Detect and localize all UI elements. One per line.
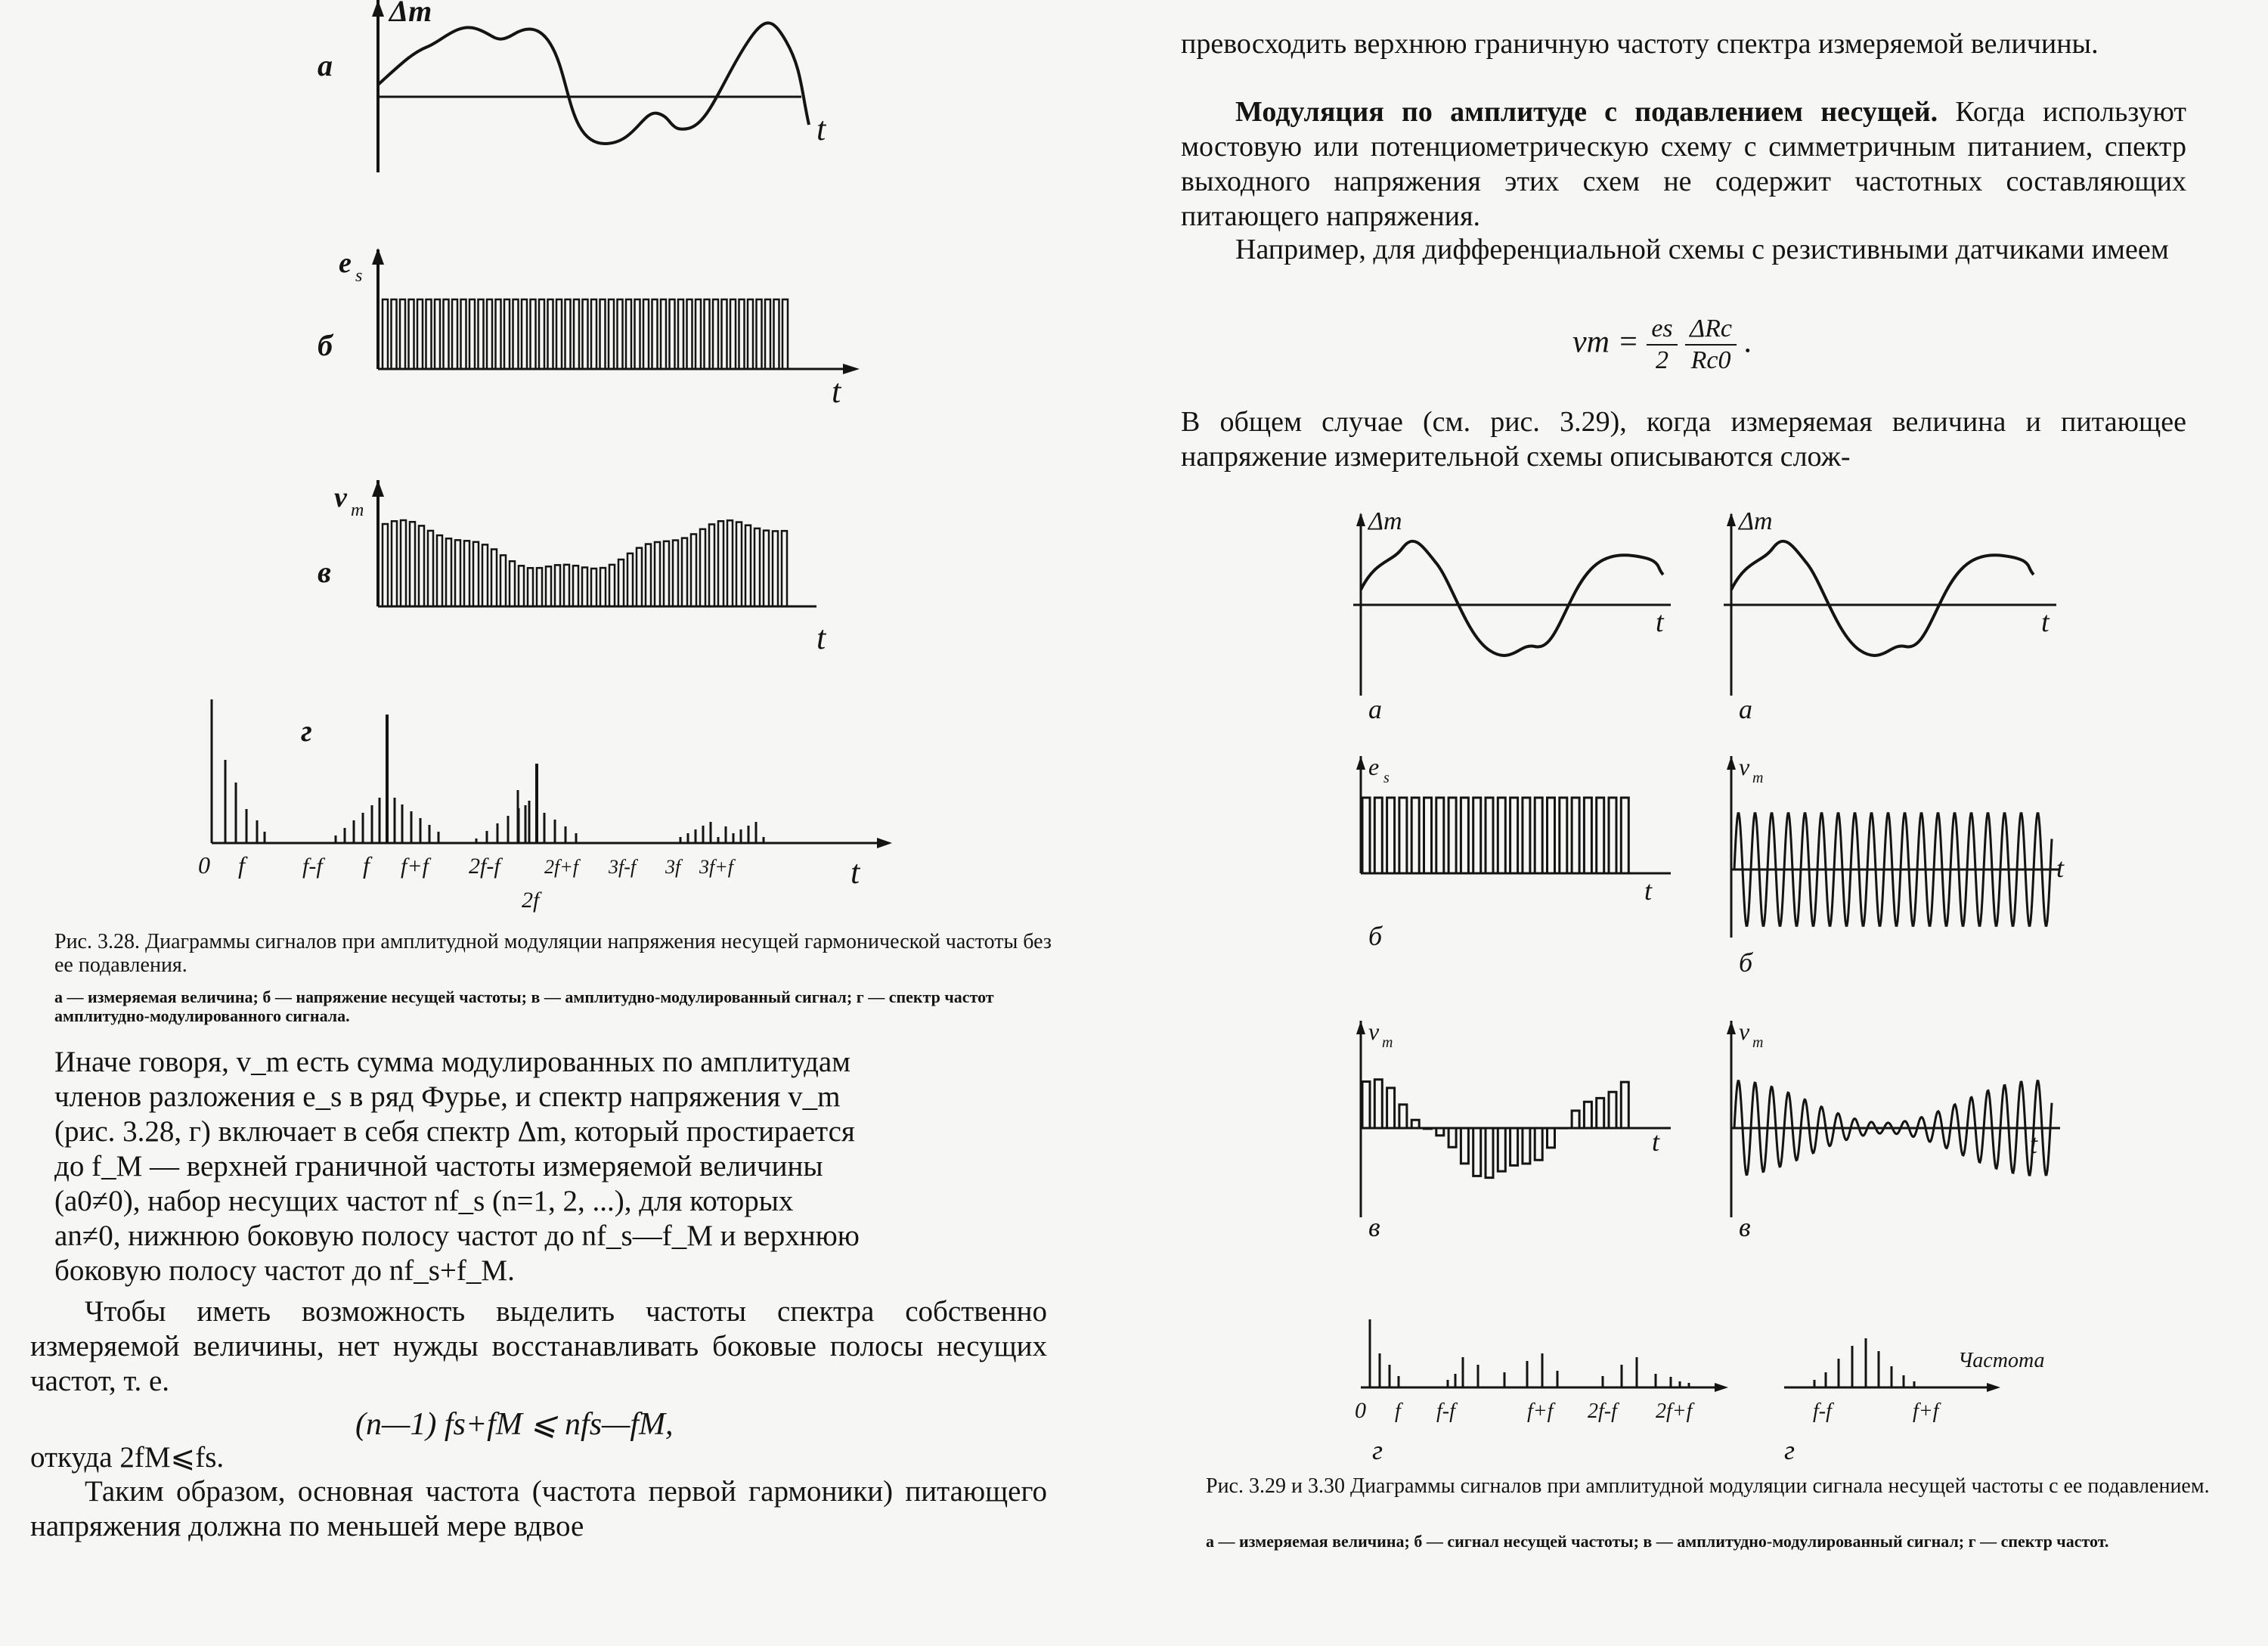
p1-line-6: an≠0, нижнюю боковую полосу частот до nf_s—f_M и верхнюю [54,1220,860,1252]
am-pulse [419,525,424,606]
spec-label-3fs: 3f [665,856,681,878]
carrier-pulse [461,299,466,369]
fig329-a-ylabel: Δm [1368,507,1402,535]
left-paragraph-3: Таким образом, основная частота (частота первой гармоники) питающего напряжения должна по меньшей мере вдвое [30,1475,1047,1542]
carrier-pulse [635,299,640,369]
carrier-pulse [757,299,762,369]
am-pulse [546,566,551,606]
am-pulse [537,568,542,606]
s29-label-0: 0 [1355,1398,1366,1423]
carrier-pulse [383,299,388,369]
carrier-pulse [670,299,675,369]
am-pulse [600,568,606,606]
am-pulse [637,548,642,606]
am-pulse [754,529,760,606]
fig328-b-ylabel-sub: s [355,266,363,286]
fig329-caption-legend: а — измеряемая величина; б — сигнал несущей частоты; в — амплитудно-модулированный сигнал; г — спектр частот. [1206,1532,2109,1551]
fig329-panel-d [1353,1316,1731,1467]
am-pulse [664,541,669,606]
left-paragraph-1 [54,1045,1056,1288]
fig330-panel-a [1716,499,2064,726]
fig330-b-t: t [2056,853,2065,883]
am-pulse [564,565,569,606]
result-line: откуда 2fM⩽fs. [30,1441,225,1474]
am-pulse [609,565,615,606]
s29-label-2fs+fm: 2f+f [1656,1400,1693,1423]
carrier-pulse [626,299,631,369]
s29-panel-label: г [1372,1435,1383,1465]
left-paragraph-2: Чтобы иметь возможность выделить частоты спектра собственно измеряемой величины, нет нужды восстанавливать боковые полосы несущих частот, т. е. [30,1295,1047,1397]
carrier-pulse [748,299,753,369]
carrier-pulse [409,299,414,369]
spec-t-label: t [850,854,860,891]
am-pulse [591,569,596,606]
fig329-panel-c [1346,1013,1678,1240]
fig328-a-t-label: t [816,110,826,147]
carrier-pulse [548,299,553,369]
carrier-pulse [652,299,658,369]
carrier-pulse [531,299,536,369]
right-paragraph-1: превосходить верхнюю граничную частоту спектра измеряемой величины. [1181,28,2099,60]
am-pulse [618,560,624,606]
carrier-pulse [609,299,614,369]
fig328-panel-c [287,469,862,658]
spec-label-2fs: 2f [522,888,540,913]
carrier-pulse [705,299,710,369]
carrier-pulse [522,299,527,369]
carrier-pulse [496,299,501,369]
fig330-c-ylabel: v [1739,1018,1750,1045]
fig330-c-t: t [2030,1129,2038,1159]
carrier-pulse [687,299,692,369]
carrier-pulse [400,299,405,369]
fig330-panel-b [1716,749,2071,978]
fig329-c-panel-label: в [1368,1212,1380,1242]
p1-line-5: (a0≠0), набор несущих частот nf_s (n=1, 2, ...), для которых [54,1185,794,1217]
am-pulse [773,531,778,606]
fig330-panel-c [1716,1013,2071,1240]
s30-panel-label: г [1784,1435,1796,1465]
fig328-caption-legend: а — измеряемая величина; б — напряжение несущей частоты; в — амплитудно-модулированный сигнал; г — спектр частот амплитудно-модулированного сигнала. [54,987,994,1025]
carrier-pulse [539,299,544,369]
fig328-d-panel-label: г [301,714,312,748]
fig329-a-t: t [1656,606,1664,638]
am-pulse [691,534,696,606]
carrier-pulse [556,299,562,369]
fig330-b-ylabel: v [1739,753,1750,780]
am-pulse [573,566,578,606]
spec-label-fs-fm: f-f [302,854,323,879]
am-pulse [673,541,678,606]
carrier-pulse [444,299,449,369]
carrier-pulse [479,299,484,369]
am-pulse [709,524,714,606]
fig330-b-ylabel-sub: m [1752,770,1764,786]
carrier-pulse [678,299,683,369]
fig329-c-ylabel: v [1368,1018,1380,1045]
carrier-pulse [600,299,606,369]
s29-label-fm: f [1395,1400,1401,1423]
carrier-pulse [504,299,510,369]
am-pulse [682,538,687,606]
carrier-pulse [452,299,457,369]
am-pulse [582,567,587,606]
formula-end: . [1744,324,1752,360]
spec-label-2fs+fm: 2f+f [544,856,578,878]
carrier-pulse [643,299,649,369]
fig328-c-ylabel: v [334,482,347,513]
fig328-panel-d [189,680,892,930]
am-pulse [455,540,460,606]
am-pulse [437,535,442,606]
p1-line-3: (рис. 3.28, г) включает в себя спектр Δm, который простирается [54,1115,855,1148]
fig329-b-ylabel-sub: s [1383,770,1390,786]
carrier-pulse [696,299,701,369]
formula-frac-1: $\frac{es}{2}$ [1647,314,1677,376]
am-pulse [401,520,406,606]
am-pulse [782,531,787,606]
carrier-pulse [426,299,432,369]
right-paragraph-2 [1181,95,2186,234]
fig329-panel-a [1346,499,1678,726]
s30-label-fs-fm: f-f [1813,1400,1832,1423]
s29-label-fs+fm: f+f [1527,1400,1554,1423]
am-pulse [555,565,560,606]
am-pulses [383,520,787,606]
carrier-pulse [722,299,727,369]
carrier-pulse [618,299,623,369]
formula-frac-2: $\frac{\text{ΔRc}}{Rc0}$ [1685,314,1737,376]
carrier-pulse [782,299,788,369]
fig328-caption-title: Рис. 3.28. Диаграммы сигналов при амплитудной модуляции напряжения несущей гармонической частоты без ее подавления. [54,930,1052,977]
fig328-b-t-label: t [832,373,841,410]
square-carrier [1361,798,1628,873]
spec-label-3fs-fm: 3f-f [609,856,637,878]
am-pulse [764,531,769,606]
formula-lhs: vm = [1572,324,1639,360]
spectrum-lines [212,699,764,843]
am-pulse [510,561,515,606]
fig330-a-panel-label: а [1739,694,1752,724]
fig328-c-t-label: t [816,619,826,656]
carrier-pulse [774,299,779,369]
fig329-b-panel-label: б [1368,921,1383,951]
am-pulse [736,522,742,606]
s30-label-fs+fm: f+f [1913,1400,1939,1423]
am-pulse [491,549,497,606]
spec-label-fs+fm: f+f [401,854,429,879]
spec-label-0: 0 [198,851,210,879]
am-pulse [473,542,479,606]
spec-label-fs: f [363,851,370,879]
fig328-a-ylabel: Δm [389,0,432,28]
right-paragraph-4: В общем случае (см. рис. 3.29), когда измеряемая величина и питающее напряжение измерительной схемы описываются слож- [1181,406,2186,473]
p1-line-1: Иначе говоря, v_m есть сумма модулированных по амплитудам [54,1046,850,1078]
carrier-pulse [469,299,475,369]
carrier-pulse [739,299,745,369]
carrier-pulse [417,299,423,369]
am-pulse [392,521,397,606]
fig328-b-ylabel: e [339,247,352,279]
fig330-a-t: t [2041,606,2050,638]
p1-line-4: до f_M — верхней граничной частоты измеряемой величины [54,1150,823,1183]
p1-line-7: боковую полосу частот до nf_s+f_M. [54,1254,515,1287]
s29-label-2fs-fm: 2f-f [1588,1400,1617,1423]
fig329-c-t: t [1652,1127,1660,1157]
fig329-b-t: t [1644,876,1653,906]
carrier-pulse [487,299,492,369]
am-pulse [410,522,415,606]
am-pulse [718,521,723,606]
am-pulse [464,541,469,606]
carrier-pulse [574,299,579,369]
am-pulse [428,531,433,606]
fig328-panel-a [287,0,832,174]
am-pulse [446,538,451,606]
fig328-a-panel-label: а [318,48,333,82]
spectrum-30-lines [1814,1338,1914,1387]
fig329-b-ylabel: e [1368,753,1380,780]
carrier-pulses [383,299,788,369]
fig328-c-panel-label: в [318,555,331,589]
carrier-pulse [513,299,519,369]
am-pulse [745,525,751,606]
spec-label-3fs+fm: 3f+f [699,856,733,878]
am-pulse [727,520,733,606]
fig330-c-panel-label: в [1739,1212,1751,1242]
carrier-pulse [435,299,440,369]
inequality: (n—1) fs+fM ⩽ nfs—fM, [355,1407,674,1442]
am-pulse [627,553,633,606]
carrier-pulse [661,299,666,369]
fig329-panel-b [1346,749,1678,968]
section-heading: Модуляция по амплитуде с подавлением несущей. [1235,96,1938,128]
fig328-panel-b [287,242,862,408]
fig330-b-panel-label: б [1739,947,1753,978]
am-pulse [646,544,651,606]
am-pulse [482,544,488,606]
am-pulse [700,529,705,606]
spec-label-fm: f [238,851,245,879]
right-paragraph-3: Например, для дифференциальной схемы с резистивными датчиками имеем [1235,234,2169,265]
fig330-panel-d [1784,1316,2071,1467]
spec-label-2fs-fm: 2f-f [469,854,500,879]
freq-label: Частота [1958,1349,2045,1372]
carrier-pulse [591,299,596,369]
section-text: Когда используют мостовую или потенциометрическую схему с симметричным питанием, спектр выходного напряжения этих схем не содержит частотных составляющих питающего напряжения. [1181,96,2186,232]
fig329-caption-title: Рис. 3.29 и 3.30 Диаграммы сигналов при амплитудной модуляции сигнала несущей частоты с ее подавлением. [1206,1474,2210,1498]
carrier-pulse [765,299,770,369]
am-pulse [528,568,533,606]
carrier-pulse [565,299,571,369]
spectrum-29-lines [1370,1319,1689,1387]
fig329-a-panel-label: а [1368,694,1382,724]
fig328-c-ylabel-sub: m [351,501,364,520]
vm-formula [1572,314,1752,376]
fig328-b-panel-label: б [318,328,333,362]
am-pulse [500,555,506,606]
carrier-pulse [713,299,718,369]
p1-line-2: членов разложения e_s в ряд Фурье, и спектр напряжения v_m [54,1080,841,1113]
am-pulse [519,566,524,606]
carrier-pulse [583,299,588,369]
fig330-c-ylabel-sub: m [1752,1034,1764,1051]
am-pulse [655,542,660,606]
carrier-pulse [392,299,397,369]
am-pulse [383,524,388,606]
carrier-pulse [730,299,736,369]
fig330-a-ylabel: Δm [1739,507,1773,535]
fig329-c-ylabel-sub: m [1382,1034,1393,1051]
s29-label-fs-fm: f-f [1436,1400,1455,1423]
right-page [1134,0,2268,1646]
